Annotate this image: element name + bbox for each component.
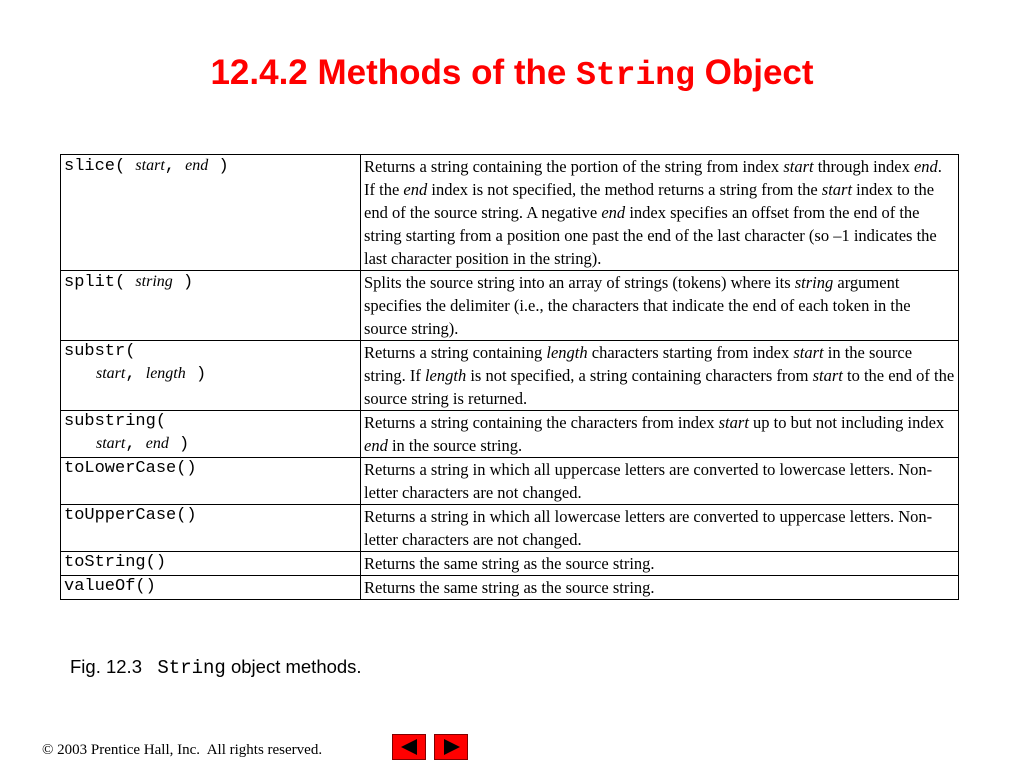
method-punctuation: )	[208, 157, 229, 176]
table-row	[61, 458, 959, 505]
method-name: toUpperCase()	[64, 506, 197, 525]
table-row	[61, 341, 959, 411]
title-prefix: 12.4.2 Methods of the	[210, 53, 577, 92]
figure-caption	[70, 656, 362, 679]
description-term: start	[812, 366, 843, 385]
description-text: Returns a string in which all uppercase letters are converted to lowercase letters. Non-letter characters are not changed.	[364, 460, 933, 502]
description-term: length	[424, 366, 467, 385]
description-text: Returns a string containing	[364, 343, 547, 362]
description-text: index specifies an offset from the end of the string starting from a position one past the end of the last character (so –1 indicates the last character position in the string).	[364, 203, 937, 268]
description-text: in the source string.	[387, 436, 523, 455]
method-description	[361, 552, 959, 576]
description-text: argument specifies the delimiter (i.e., the characters that indicate the end of each token in the source string).	[364, 273, 911, 338]
method-argument: string	[135, 273, 173, 290]
table-row	[61, 505, 959, 552]
description-text: through index	[813, 157, 914, 176]
slide-title	[0, 50, 1024, 99]
description-term: end	[364, 436, 388, 455]
description-text: Returns a string containing the characters from index	[364, 413, 719, 432]
description-text: Returns the same string as the source string.	[364, 578, 655, 597]
description-term: end	[913, 157, 938, 176]
description-term: start	[821, 180, 853, 199]
next-slide-button[interactable]	[434, 734, 468, 760]
method-name: toString()	[64, 553, 167, 572]
method-cell	[61, 458, 361, 505]
description-text: to the end of the source string is returned.	[364, 366, 955, 408]
title-suffix: Object	[694, 53, 814, 92]
description-text: in the source string. If	[364, 343, 913, 385]
method-name: valueOf()	[64, 577, 156, 596]
method-description	[361, 411, 959, 458]
description-term: length	[546, 343, 588, 362]
description-text: Returns a string containing the portion of the string from index	[364, 157, 784, 176]
method-argument: start	[96, 435, 126, 452]
caption-code: String	[157, 657, 226, 679]
method-punctuation: )	[168, 435, 190, 454]
method-name: substring(	[64, 412, 167, 431]
method-cell	[61, 552, 361, 576]
description-text: up to but not including index	[748, 413, 945, 432]
method-punctuation: ,	[125, 365, 146, 384]
method-punctuation: )	[172, 273, 194, 292]
method-punctuation: )	[185, 365, 207, 384]
description-term: end	[601, 203, 626, 222]
method-cell	[61, 505, 361, 552]
description-text: index is not specified, the method returns a string from the	[427, 180, 822, 199]
method-description	[361, 341, 959, 411]
description-term: start	[783, 157, 814, 176]
method-name: slice(	[64, 157, 126, 176]
description-text: . If the	[364, 157, 942, 199]
methods-table-body	[61, 155, 959, 600]
method-description	[361, 155, 959, 271]
table-row	[61, 576, 959, 600]
method-argument: end	[185, 157, 209, 174]
caption-suffix: object methods.	[225, 656, 362, 677]
table-row	[61, 552, 959, 576]
method-description	[361, 505, 959, 552]
method-cell	[61, 341, 361, 411]
description-term: end	[403, 180, 428, 199]
table-row	[61, 411, 959, 458]
method-arguments-line	[64, 433, 357, 456]
method-argument: end	[145, 435, 169, 452]
method-name: toLowerCase()	[64, 459, 197, 478]
description-text: Returns a string in which all lowercase letters are converted to uppercase letters. Non-letter characters are not changed.	[364, 507, 933, 549]
copyright-notice: © 2003 Prentice Hall, Inc. All rights reserved.	[42, 742, 323, 758]
method-name: substr(	[64, 342, 136, 361]
description-text: characters starting from index	[587, 343, 794, 362]
method-argument: start	[135, 157, 165, 174]
table-row	[61, 155, 959, 271]
method-cell	[61, 271, 361, 341]
method-cell	[61, 411, 361, 458]
methods-table	[60, 154, 959, 600]
method-description	[361, 271, 959, 341]
description-term: start	[793, 343, 824, 362]
description-text: Splits the source string into an array of strings (tokens) where its	[364, 273, 795, 292]
caption-prefix: Fig. 12.3	[70, 656, 158, 677]
description-term: string	[794, 273, 834, 292]
method-cell	[61, 155, 361, 271]
description-text: index to the end of the source string. A negative	[364, 180, 935, 222]
previous-slide-button[interactable]	[392, 734, 426, 760]
title-code: String	[576, 57, 695, 94]
description-term: start	[718, 413, 749, 432]
description-text: Returns the same string as the source string.	[364, 554, 655, 573]
description-text: is not specified, a string containing characters from	[466, 366, 813, 385]
method-punctuation: ,	[125, 435, 146, 454]
method-description	[361, 576, 959, 600]
method-punctuation: ,	[164, 157, 186, 176]
method-argument: length	[145, 365, 186, 382]
method-description	[361, 458, 959, 505]
method-argument: start	[96, 365, 126, 382]
method-cell	[61, 576, 361, 600]
method-name: split(	[64, 273, 126, 292]
right-arrow-icon	[444, 739, 460, 755]
table-row	[61, 271, 959, 341]
method-arguments-line	[64, 363, 357, 386]
left-arrow-icon	[401, 739, 417, 755]
